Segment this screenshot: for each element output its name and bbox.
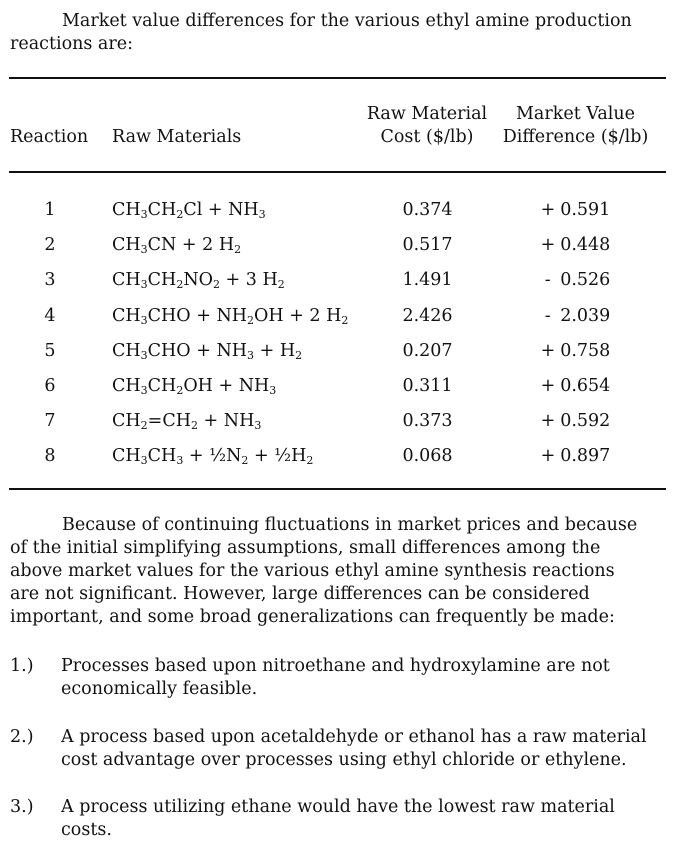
raw-materials-formula: $CH_3CHO + NH_2OH + 2$ $H_2$	[112, 305, 349, 327]
raw-material-cost: 0.311	[402, 376, 453, 396]
header-diff-line-2: Difference ($/lb)	[502, 127, 649, 147]
market-value-difference: + 0.758	[540, 340, 611, 361]
list-item-line: A process based upon acetaldehyde or ethanol has a raw material	[61, 727, 647, 747]
paragraph-line: above market values for the various ethyl amine synthesis reactions	[10, 561, 615, 581]
list-item-line: economically feasible.	[61, 679, 258, 699]
raw-materials-formula: $CH_3CH_2OH + NH_3$	[112, 376, 277, 397]
header-diff-line-1: Market Value	[516, 104, 635, 124]
list-item-number: 3.)	[10, 797, 34, 817]
difference-sign: +	[540, 411, 556, 432]
header-cost-line-2: Cost ($/lb)	[380, 127, 474, 147]
market-value-difference: + 0.897	[540, 446, 611, 467]
list-item-line: Processes based upon nitroethane and hydroxylamine are not	[61, 656, 610, 676]
raw-material-cost: 0.207	[402, 340, 453, 361]
reaction-number: 3	[44, 270, 56, 291]
difference-sign: +	[540, 340, 556, 361]
table-row	[0, 375, 676, 399]
reaction-number: 5	[44, 340, 56, 361]
list-item-text	[61, 796, 666, 842]
market-value-difference: - 2.039	[523, 305, 628, 328]
raw-material-cost: 0.517	[402, 235, 453, 256]
market-value-difference: + 0.592	[540, 411, 611, 432]
intro-line-1: Market value differences for the various ethyl amine production	[62, 11, 632, 31]
reaction-number: 4	[44, 305, 56, 326]
market-value-difference: + 0.448	[540, 235, 611, 256]
list-item-number: 2.)	[10, 727, 34, 747]
intro-line-2: reactions are:	[10, 34, 133, 54]
raw-material-cost: 1.491	[402, 270, 453, 291]
paragraph-line: of the initial simplifying assumptions, small differences among the	[10, 538, 601, 558]
reaction-number: 2	[44, 235, 56, 256]
difference-sign: -	[544, 305, 551, 326]
raw-material-cost: 0.068	[402, 446, 453, 467]
raw-materials-formula: $CH_3CH_3$ + $\frac{1}{2}N_2$ + $\frac{1}{2}H_2$	[112, 446, 314, 468]
table-row	[0, 199, 676, 223]
header-reaction: Reaction	[10, 127, 89, 147]
reaction-number: 7	[44, 411, 56, 432]
market-value-difference: - 0.526	[523, 269, 628, 292]
raw-materials-formula: $CH_3CH_2NO_2 + 3$ $H_2$	[112, 270, 285, 292]
raw-materials-formula: $CH_3CHO + NH_3 + H_2$	[112, 340, 303, 362]
table-top-rule	[9, 77, 666, 79]
table-row	[0, 340, 676, 364]
difference-sign: +	[540, 376, 556, 396]
list-item-number: 1.)	[10, 656, 34, 676]
paragraph-line: Because of continuing fluctuations in market prices and because	[62, 515, 638, 535]
table-row	[0, 305, 676, 329]
list-item-text	[61, 655, 666, 701]
discussion-paragraph	[10, 514, 662, 629]
list-item-line: cost advantage over processes using ethyl chloride or ethylene.	[61, 750, 627, 770]
raw-materials-formula: $CH_2=CH_2 + NH_3$	[112, 411, 262, 433]
table-row	[0, 410, 676, 434]
raw-material-cost: 0.373	[402, 411, 453, 432]
table-row	[0, 269, 676, 293]
difference-sign: +	[540, 446, 556, 467]
raw-materials-formula: $CH_3CH_2Cl + NH_3$	[112, 200, 266, 221]
reaction-number: 1	[44, 200, 56, 220]
table-row	[0, 445, 676, 469]
difference-sign: +	[540, 235, 556, 256]
difference-sign: +	[540, 200, 556, 220]
header-cost-line-1: Raw Material	[366, 104, 488, 124]
market-value-difference: + 0.654	[540, 376, 611, 396]
table-row	[0, 234, 676, 258]
raw-material-cost: 0.374	[402, 200, 453, 220]
header-raw-materials: Raw Materials	[112, 127, 242, 147]
list-item-text	[61, 726, 666, 772]
reaction-number: 8	[44, 446, 56, 467]
list-item-line: costs.	[61, 820, 112, 840]
raw-materials-formula: $CH_3CN + 2$ $H_2$	[112, 235, 242, 257]
intro-text	[10, 10, 660, 56]
market-value-difference: + 0.591	[540, 200, 611, 220]
table-bottom-rule	[9, 488, 666, 490]
table-header-rule	[9, 171, 666, 173]
raw-material-cost: 2.426	[402, 305, 453, 326]
reaction-number: 6	[44, 376, 56, 396]
paragraph-line: important, and some broad generalizations can frequently be made:	[10, 607, 615, 627]
difference-sign: -	[544, 270, 551, 291]
list-item-line: A process utilizing ethane would have the lowest raw material	[61, 797, 615, 817]
paragraph-line: are not significant. However, large differences can be considered	[10, 584, 590, 604]
